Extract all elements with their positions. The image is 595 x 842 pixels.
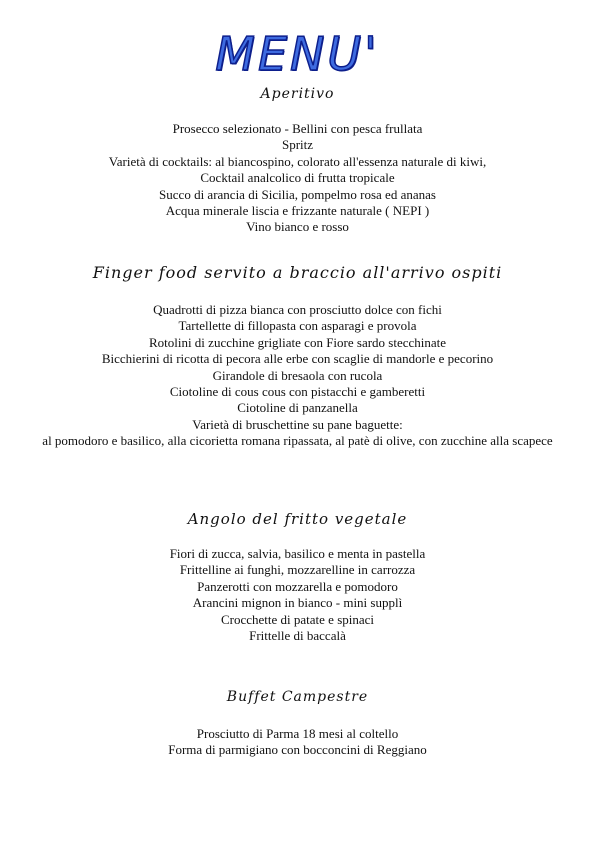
- section-heading-buffet-campestre: Buffet Campestre: [226, 689, 369, 705]
- section-items-buffet-campestre: [10, 726, 585, 759]
- menu-item: Ciotoline di cous cous con pistacchi e gamberetti: [169, 384, 426, 400]
- menu-item: Rotolini di zucchine grigliate con Fiore sardo stecchinate: [148, 334, 447, 350]
- menu-item: Spritz: [281, 137, 314, 153]
- section-items-aperitivo: [10, 121, 585, 236]
- menu-item: Prosecco selezionato - Bellini con pesca frullata: [172, 121, 423, 136]
- section-heading-aperitivo: Aperitivo: [260, 86, 335, 102]
- menu-item: Crocchette di patate e spinaci: [220, 611, 375, 627]
- section-heading-finger-food: Finger food servito a braccio all'arrivo ospiti: [92, 263, 503, 282]
- menu-item: Tartellette di fillopasta con asparagi e provola: [178, 318, 417, 334]
- menu-item: Vino bianco e rosso: [246, 219, 349, 235]
- menu-item: Frittelline ai funghi, mozzarelline in carrozza: [179, 562, 416, 578]
- menu-item: Forma di parmigiano con bocconcini di Reggiano: [168, 742, 427, 758]
- menu-item: Varietà di cocktails: al biancospino, colorato all'essenza naturale di kiwi,: [108, 153, 487, 169]
- menu-item: Bicchierini di ricotta di pecora alle erbe con scaglie di mandorle e pecorino: [101, 351, 494, 367]
- menu-item: Arancini mignon in bianco - mini supplì: [192, 595, 403, 611]
- menu-item: Prosciutto di Parma 18 mesi al coltello: [196, 726, 399, 741]
- menu-item: Fiori di zucca, salvia, basilico e menta in pastella: [169, 546, 426, 561]
- menu-item: Quadrotti di pizza bianca con prosciutto dolce con fichi: [153, 302, 442, 317]
- menu-item: Ciotoline di panzanella: [237, 400, 358, 416]
- menu-item: Frittelle di baccalà: [249, 628, 346, 644]
- menu-item: Succo di arancia di Sicilia, pompelmo rosa ed ananas: [159, 186, 436, 202]
- menu-title: MENU': [215, 27, 380, 81]
- section-heading-fritto-vegetale: Angolo del fritto vegetale: [187, 510, 408, 528]
- section-items-fritto-vegetale: [10, 546, 585, 644]
- menu-item: Cocktail analcolico di frutta tropicale: [200, 170, 395, 186]
- menu-item: Panzerotti con mozzarella e pomodoro: [197, 578, 398, 594]
- menu-item: Acqua minerale liscia e frizzante naturale ( NEPI ): [165, 203, 430, 219]
- menu-item: Girandole di bresaola con rucola: [212, 367, 383, 383]
- menu-item: Varietà di bruschettine su pane baguette:: [192, 416, 403, 432]
- section-items-finger-food: [10, 302, 585, 450]
- menu-item: al pomodoro e basilico, alla cicorietta romana ripassata, al patè di olive, con zucchine alla scapece: [42, 433, 553, 449]
